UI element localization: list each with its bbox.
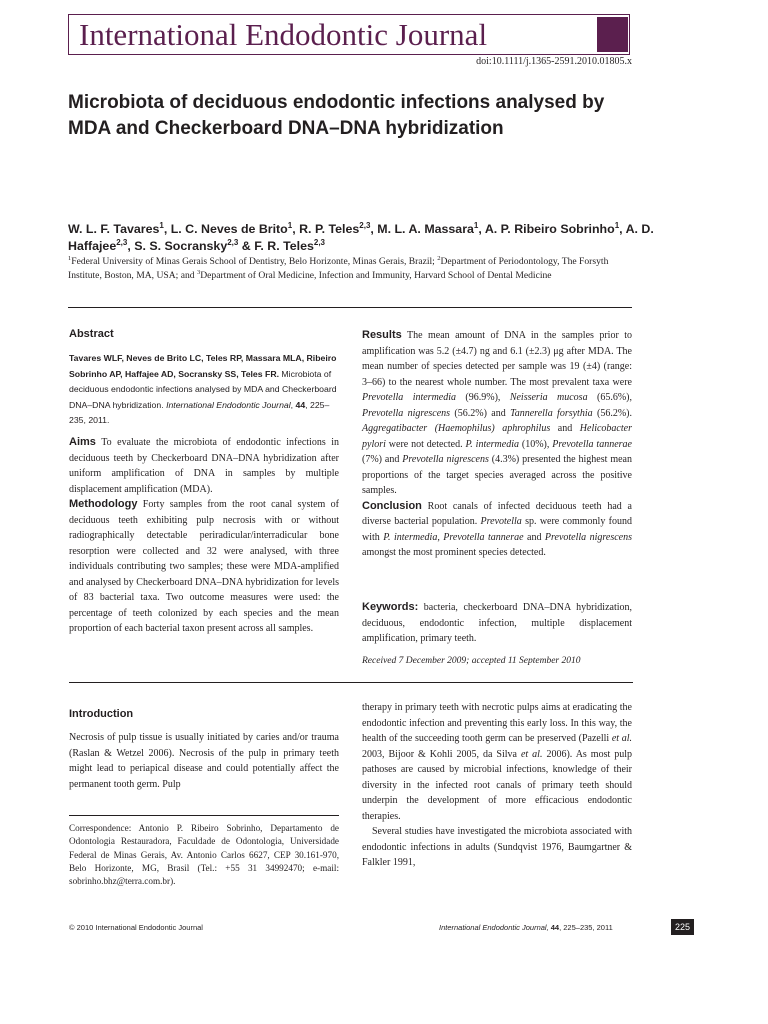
conclusion-text: , — [437, 531, 444, 543]
abstract-heading: Abstract — [69, 328, 114, 340]
et-al: et al. — [520, 748, 543, 760]
citation-separator: , — [290, 399, 296, 410]
author-name: F. R. Teles — [254, 239, 314, 253]
species-name: Neisseria mucosa — [509, 392, 588, 403]
author-name: W. L. F. Tavares — [68, 222, 160, 236]
results-text: (10%), — [519, 438, 553, 450]
author-name: M. L. A. Massara — [377, 222, 474, 236]
citation-volume: 44 — [295, 399, 306, 410]
conclusion-text: amongst the most prominent species detected. — [362, 547, 546, 558]
journal-header-box — [68, 14, 630, 55]
intro-text: 2006). As most pulp pathoses are caused by microbial infections, knowledge of their diversity in the infected root canals of primary teeth should underpin the development of more efficacious endodontic therapies. — [362, 748, 633, 822]
author-name: A. D. Haffajee — [68, 222, 654, 253]
received-dates: Received 7 December 2009; accepted 11 September 2010 — [362, 656, 581, 666]
correspondence-divider — [69, 815, 339, 816]
author-affiliation-mark: 2,3 — [313, 237, 325, 247]
affiliation-mark: 2 — [437, 254, 441, 262]
author-affiliation-mark: 1 — [473, 220, 479, 230]
journal-title: International Endodontic Journal — [79, 17, 488, 52]
author-affiliation-mark: 2,3 — [227, 237, 239, 247]
correspondence: Correspondence: Antonio P. Ribeiro Sobrinho, Departamento de Odontologia Restauradora, Faculdade de Odontologia, Universidade Federal de Minas Gerais, Av. Antonio Carlos 6627, CEP 30.161-970, Belo Horizonte, MG, Brasil (Tel.: +55 31 34992470; e-mail: sobrinho.bhz@terra.com.br). — [69, 823, 339, 887]
introduction-heading: Introduction — [69, 708, 134, 720]
abstract-citation — [69, 351, 339, 429]
author-name: L. C. Neves de Brito — [170, 222, 288, 236]
results-text: (65.6%), — [587, 392, 632, 403]
species-name: Prevotella nigrescens — [362, 407, 451, 419]
affiliation-3: Department of Oral Medicine, Infection and Immunity, Harvard School of Dental Medicine — [200, 270, 552, 281]
keywords-label: Keywords: — [362, 601, 419, 613]
aims-text: To evaluate the microbiota of endodontic infections in deciduous teeth by Checkerboard DNA–DNA hybridization after uniform amplification of DNA in samples by multiple displacement amplification (MDA). — [69, 437, 339, 495]
conclusion-text: and — [523, 531, 545, 543]
conclusion-text: Root canals of infected deciduous teeth had a diverse bacterial population. — [362, 500, 632, 527]
species-name: Prevotella nigrescens — [402, 454, 489, 465]
results-text: and — [550, 423, 580, 434]
results-text: (56.2%) and — [450, 407, 511, 419]
results-text: The mean amount of DNA in the samples prior to amplification was 5.2 (±4.7) ng and 6.1 (±2.3) μg after MDA. The mean number of species detected per sample was 19 (±4) (range: 3–66) to the nearest whole number. The most prevalent taxa were — [362, 330, 632, 388]
citation-journal: International Endodontic Journal — [166, 399, 291, 410]
author-affiliation-mark: 1 — [287, 220, 293, 230]
methodology-label: Methodology — [69, 498, 138, 510]
species-name: Prevotella nigrescens — [544, 531, 633, 543]
keywords — [362, 600, 632, 647]
header-divider — [68, 307, 632, 308]
abstract-aims-methodology — [69, 435, 339, 637]
et-al: et al. — [611, 733, 632, 744]
species-name: Prevotella tannerae — [443, 531, 524, 543]
species-name: P. intermedia — [465, 438, 519, 450]
introduction-column-2 — [362, 700, 632, 871]
abstract-results-conclusion — [362, 328, 632, 561]
journal-logo-square — [597, 17, 628, 52]
author-affiliation-mark: 1 — [614, 220, 620, 230]
species-name: Aggregatibacter (Haemophilus) aphrophilus — [362, 423, 551, 434]
article-title: Microbiota of deciduous endodontic infections analysed by MDA and Checkerboard DNA–DNA hybridization — [68, 92, 605, 139]
species-name: Helicobacter pylori — [362, 423, 632, 450]
species-name: Prevotella tannerae — [552, 438, 632, 450]
aims-label: Aims — [69, 436, 96, 448]
author-affiliation-mark: 1 — [159, 220, 164, 230]
keywords-text: bacteria, checkerboard DNA–DNA hybridization, deciduous, endodontic infection, multiple displacement amplification, primary teeth. — [362, 602, 632, 644]
author-affiliation-mark: 2,3 — [359, 220, 371, 230]
page-number: 225 — [671, 919, 694, 935]
conclusion-label: Conclusion — [362, 499, 422, 512]
abstract-divider — [69, 682, 633, 683]
species-name: Prevotella intermedia — [362, 392, 457, 403]
species-name: Tannerella forsythia — [510, 407, 593, 419]
conclusion-text: sp. were commonly found with — [362, 516, 632, 543]
citation-authors: Tavares WLF, Neves de Brito LC, Teles RP, Massara MLA, Ribeiro Sobrinho AP, Haffajee AD, Socransky SS, Teles FR. — [69, 353, 337, 379]
author-list: W. L. F. Tavares$^1$, L. C. Neves de Brito$^1$, R. P. Teles$^{2,3}$, M. L. A. Massara$^1$, A. P. Ribeiro Sobrinho$^1$, A. D. Haffajee$^{2,3}$, S. S. Socransky$^{2,3}$ & F. R. Teles$^{2,3}$ — [68, 220, 654, 253]
intro-paragraph-2: Several studies have investigated the microbiota associated with endodontic infections in adults (Sundqvist 1976, Baumgartner & Falkler 1991, — [362, 826, 632, 868]
affiliation-mark: 1 — [68, 254, 72, 262]
footer-volume: 44 — [550, 923, 560, 932]
species-name: P. intermedia — [383, 531, 438, 543]
doi[interactable]: doi:10.1111/j.1365-2591.2010.01805.x — [476, 56, 632, 67]
author-name: A. P. Ribeiro Sobrinho — [484, 222, 615, 236]
intro-text: 2003, Bijoor & Kohli 2005, da Silva — [362, 748, 521, 760]
citation-pages: , 225–235, 2011. — [69, 399, 330, 425]
results-text: (96.9%), — [456, 392, 510, 403]
citation-title: Microbiota of deciduous endodontic infections analysed by MDA and Checkerboard DNA–DNA hybridization. — [69, 368, 337, 410]
results-label: Results — [362, 329, 402, 341]
author-name: S. S. Socransky — [134, 239, 228, 253]
results-text: (7%) and — [362, 454, 403, 465]
footer-pages: , 225–235, 2011 — [559, 923, 613, 932]
introduction-paragraph: Necrosis of pulp tissue is usually initiated by caries and/or trauma (Raslan & Wetzel 2006). Necrosis of the pulp in primary teeth might lead to periapical disease and could potentially affect the permanent tooth germ. Pulp — [69, 732, 339, 790]
results-text: were not detected. — [385, 438, 466, 450]
footer-citation — [439, 923, 613, 932]
footer-copyright: © 2010 International Endodontic Journal — [69, 923, 203, 932]
author-name: R. P. Teles — [299, 222, 360, 236]
footer-journal: International Endodontic Journal, — [439, 923, 551, 932]
affiliation-1: Federal University of Minas Gerais School of Dentistry, Belo Horizonte, Minas Gerais, Brazil; — [71, 256, 438, 267]
affiliation-mark: 3 — [197, 268, 201, 276]
affiliation-2: Department of Periodontology, The Forsyth Institute, Boston, MA, USA; and — [68, 256, 609, 281]
species-name: Prevotella — [480, 516, 522, 527]
results-text: (56.2%). — [592, 407, 632, 419]
affiliations — [68, 255, 638, 283]
methodology-text: Forty samples from the root canal system of deciduous teeth exhibiting pulp necrosis with or without radiographically detectable periradicular/interradicular bone resorption were collected and 32 were analysed, with three individuals contributing two samples; these were MDA-amplified and analysed by Checkerboard DNA–DNA hybridization for levels of 83 bacterial taxa. Two outcome measures were used: the percentage of teeth colonized by each species and the mean proportion of each bacterial taxon present across all samples. — [69, 499, 339, 634]
author-affiliation-mark: 2,3 — [116, 237, 128, 247]
results-text: (4.3%) presented the highest mean proportions of the target species averaged across the positive samples. — [362, 454, 632, 496]
intro-text: therapy in primary teeth with necrotic pulps aims at eradicating the endodontic infection and preventing this early loss. In this way, the health of the succeeding tooth germ can be preserved (Pazelli — [362, 702, 632, 744]
